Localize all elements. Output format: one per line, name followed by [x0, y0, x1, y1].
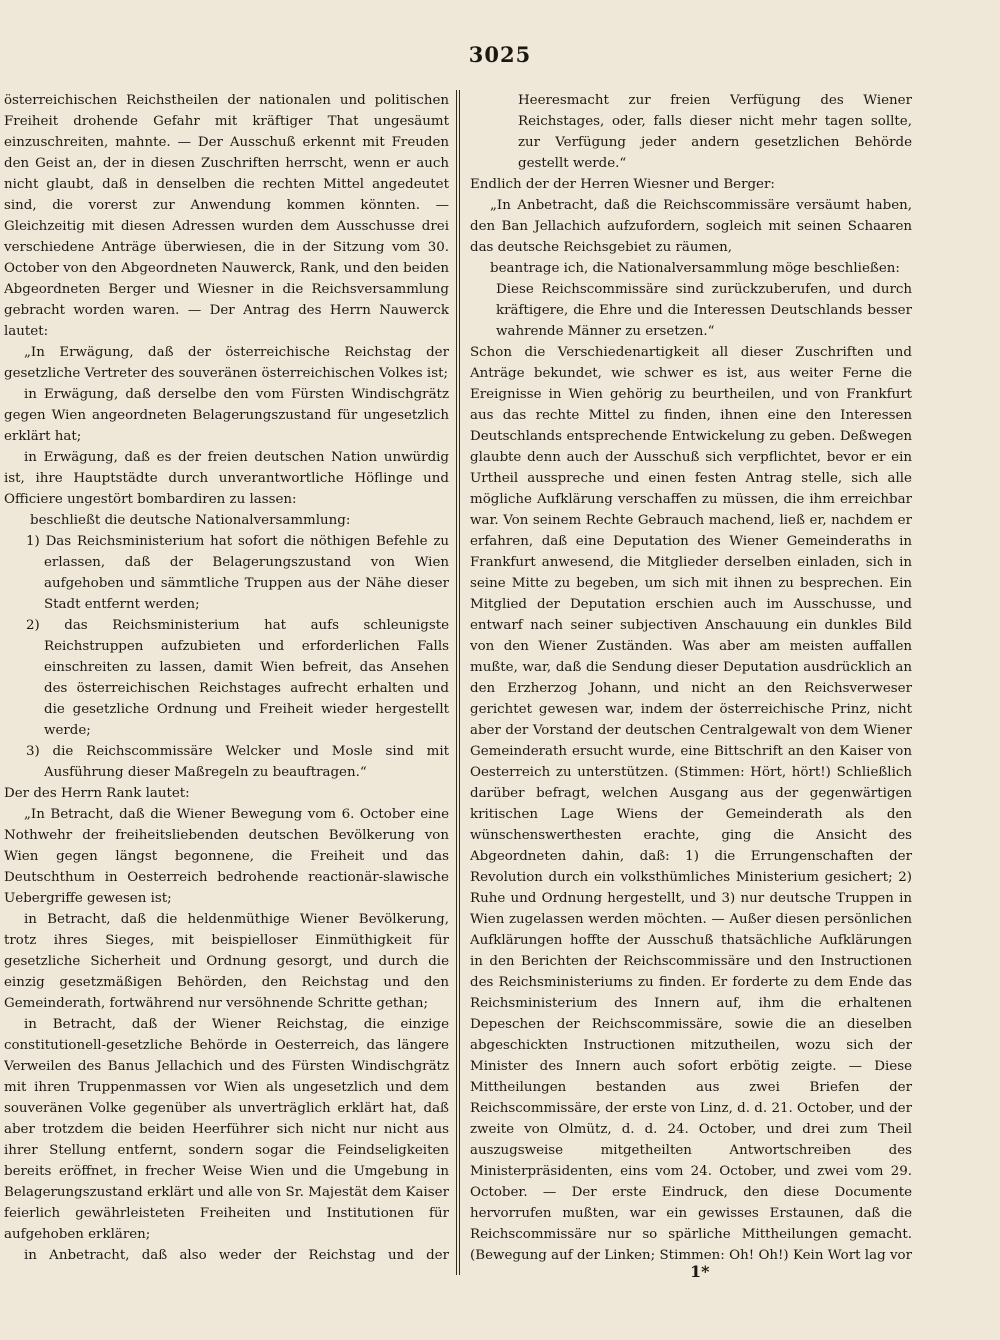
- right-column: [470, 90, 912, 1270]
- paragraph: in Anbetracht, daß also weder der Reichstag und der: [24, 1248, 449, 1263]
- paragraph: beantrage ich, die Nationalversammlung möge beschließen:: [490, 261, 900, 276]
- printer-signature-mark: 1*: [690, 1262, 710, 1281]
- paragraph: Endlich der der Herren Wiesner und Berger:: [470, 177, 775, 192]
- page-number: 3025: [468, 42, 532, 67]
- motion-intro: „In Erwägung, daß der österreichische Reichstag der gesetzliche Vertreter des souveränen österreichischen Volkes ist;: [4, 345, 449, 381]
- paragraph: Schon die Verschiedenartigkeit all dieser Zuschriften und Anträge bekundet, wie schwer es ist, aus weiter Ferne die Ereignisse in Wien gehörig zu beurtheilen, und von Frankfurt aus das rechte Mittel zu finden, ihnen eine den Interessen Deutschlands entsprechende Entwickelung zu geben. Deßwegen glaubte denn auch der Ausschuß sich verpflichtet, bevor er ein Urtheil ausspreche und einen festen Antrag stelle, sich alle mögliche Aufklärung verschaffen zu müssen, die ihm erreichbar war. Von seinem Rechte Gebrauch machend, ließ er, nachdem er erfahren, daß eine Deputation des Wiener Gemeinderaths in Frankfurt anwesend, die Mitglieder derselben einladen, sich in seine Mitte zu begeben, um sich mit ihnen zu besprechen. Ein Mitglied der Deputation erschien auch im Ausschusse, und entwarf nach seiner subjectiven Anschauung ein dunkles Bild von den Wiener Zuständen. Was aber am meisten auffallen mußte, war, daß die Sendung dieser Deputation ausdrücklich an den Erzherzog Johann, und nicht an den Reichsverweser gerichtet gewesen war, indem der österreichische Prinz, nicht aber der Vorstand der deutschen Centralgewalt von dem Wiener Gemeinderath ersucht wurde, eine Bittschrift an den Kaiser von Oesterreich zu unterstützen. (Stimmen: Hört, hört!) Schließlich darüber befragt, welchen Ausgang aus der gegenwärtigen kritischen Lage Wiens der Gemeinderath als den wünschenswerthesten erachte, ging die Ansicht des Abgeordneten dahin, daß: 1) die Errungenschaften der Revolution durch ein volksthümliches Ministerium gesichert; 2) Ruhe und Ordnung hergestellt, und 3) nur deutsche Truppen in Wien zugelassen werden möchten. — Außer diesen persönlichen Aufklärungen hoffte der Ausschuß thatsächliche Aufklärungen in den Berichten der Reichscommissäre und den Instructionen des Reichsministeriums zu finden. Er forderte zu dem Ende das Reichsministerium des Innern auf, ihm die erhaltenen Depeschen der Reichscommissäre, sowie die an dieselben abgeschickten Instructionen mitzutheilen, wozu sich der Minister des Innern auch sofort erbötig zeigte. — Diese Mittheilungen bestanden aus zwei Briefen der Reichscommissäre, der erste von Linz, d. d. 21. October, und der zweite von Olmütz, d. d. 24. October, und drei zum Theil auszugsweise mitgetheilten Antwortschreiben des Ministerpräsidenten, eins vom 24. October, und zwei vom 29. October. — Der erste Eindruck, den diese Documente hervorrufen mußten, war ein gewisses Erstaunen, daß die Reichscommissäre nur so spärliche Mittheilungen gemacht. (Bewegung auf der Linken; Stimmen: Oh! Oh!) Kein Wort lag vor: [470, 345, 912, 1263]
- paragraph: in Erwägung, daß derselbe den vom Fürsten Windischgrätz gegen Wien angeordneten Belagerungszustand für ungesetzlich erklärt hat;: [4, 387, 449, 444]
- paragraph: in Betracht, daß die heldenmüthige Wiener Bevölkerung, trotz ihres Sieges, mit beispielloser Einmüthigkeit für gesetzliche Sicherheit und Ordnung gesorgt, und durch die einzig gesetzmäßigen Behörden, den Reichstag und den Gemeinderath, fortwährend nur versöhnende Schritte gethan;: [4, 912, 449, 1011]
- motion-intro: „In Anbetracht, daß die Reichscommissäre versäumt haben, den Ban Jellachich aufzufordern, sogleich mit seinen Schaaren das deutsche Reichsgebiet zu räumen,: [470, 198, 912, 255]
- left-column: [4, 90, 449, 1270]
- decree-text: Diese Reichscommissäre sind zurückzuberufen, und durch kräftigere, die Ehre und die Interessen Deutschlands besser wahrende Männer zu ersetzen.“: [496, 282, 912, 339]
- numbered-point: 2) das Reichsministerium hat aufs schleunigste Reichstruppen aufzubieten und erforderlichen Falls einschreiten zu lassen, damit Wien befreit, das Ansehen des österreichischen Reichstages aufrecht erhalten und die gesetzliche Ordnung und Freiheit wieder hergestellt werde;: [26, 618, 449, 738]
- paragraph: in Betracht, daß der Wiener Reichstag, die einzige constitutionell-gesetzliche Behörde in Oesterreich, das längere Verweilen des Banus Jellachich und des Fürsten Windischgrätz mit ihren Truppenmassen vor Wien als ungesetzlich und dem souveränen Volke gegenüber als unverträglich erklärt hat, daß aber trotzdem die beiden Heerführer sich nicht nur nicht aus ihrer Stellung entfernt, sondern sogar die Feindseligkeiten bereits eröffnet, in frecher Weise Wien und die Umgebung in Belagerungszustand erklärt und alle von Sr. Majestät dem Kaiser feierlich gewährleisteten Freiheiten und Institutionen für aufgehoben erklären;: [4, 1017, 449, 1242]
- numbered-point: 3) die Reichscommissäre Welcker und Mosle sind mit Ausführung dieser Maßregeln zu beauftragen.“: [26, 744, 449, 780]
- paragraph: in Erwägung, daß es der freien deutschen Nation unwürdig ist, ihre Hauptstädte durch unverantwortliche Höflinge und Officiere ungestört bombardiren zu lassen:: [4, 450, 449, 507]
- motion-intro: „In Betracht, daß die Wiener Bewegung vom 6. October eine Nothwehr der freiheitsliebenden deutschen Bevölkerung von Wien gegen längst begonnene, die Freiheit und das Deutschthum in Oesterreich bedrohende reactionär-slawische Uebergriffe gewesen ist;: [4, 807, 449, 906]
- numbered-point: 1) Das Reichsministerium hat sofort die nöthigen Befehle zu erlassen, daß der Belagerungszustand von Wien aufgehoben und sämmtliche Truppen aus der Nähe dieser Stadt entfernt werden;: [26, 534, 449, 612]
- paragraph: Der des Herrn Rank lautet:: [4, 786, 190, 801]
- decree-text: Heeresmacht zur freien Verfügung des Wiener Reichstages, oder, falls dieser nicht mehr tagen sollte, zur Verfügung jeder andern gesetzlichen Behörde gestellt werde.“: [518, 93, 912, 171]
- column-divider: [456, 90, 460, 1275]
- paragraph: österreichischen Reichstheilen der nationalen und politischen Freiheit drohende Gefahr mit kräftiger That ungesäumt einzuschreiten, mahnte. — Der Ausschuß erkennt mit Freuden den Geist an, der in diesen Zuschriften herrscht, wenn er auch nicht glaubt, daß in denselben die rechten Mittel angedeutet sind, die vorerst zur Anwendung kommen könnten. — Gleichzeitig mit diesen Adressen wurden dem Ausschusse drei verschiedene Anträge überwiesen, die in der Sitzung vom 30. October von den Abgeordneten Nauwerck, Rank, und den beiden Abgeordneten Berger und Wiesner in die Reichsversammlung gebracht worden waren. — Der Antrag des Herrn Nauwerck lautet:: [4, 93, 449, 339]
- resolution-heading: beschließt die deutsche Nationalversammlung:: [30, 513, 351, 528]
